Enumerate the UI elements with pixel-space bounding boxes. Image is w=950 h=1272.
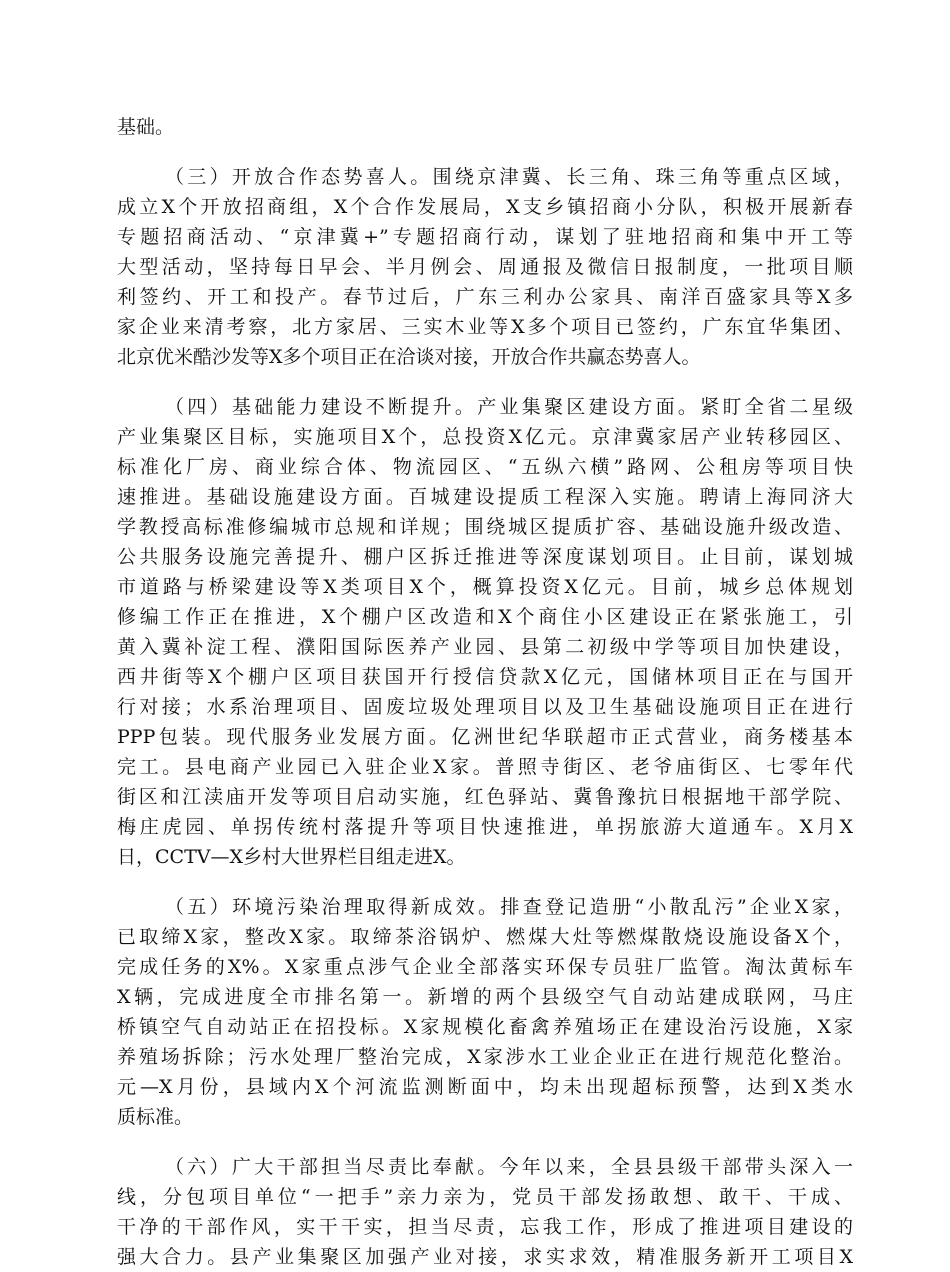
text-line: 黄入冀补淀工程、濮阳国际医养产业园、县第二初级中学等项目加快建设， [117, 636, 853, 658]
text-line: 完成任务的X%。X家重点涉气企业全部落实环保专员驻厂监管。淘汰黄标车 [117, 956, 853, 978]
text-line: 西井街等X个棚户区项目获国开行授信贷款X亿元，国储林项目正在与国开 [117, 666, 853, 688]
text-line: X辆，完成进度全市排名第一。新增的两个县级空气自动站建成联网，马庄 [117, 986, 853, 1008]
text-line: PPP包装。现代服务业发展方面。亿洲世纪华联超市正式营业，商务楼基本 [117, 726, 853, 748]
text-line: 利签约、开工和投产。春节过后，广东三利办公家具、南洋百盛家具等X多 [117, 286, 853, 308]
text-line: 速推进。基础设施建设方面。百城建设提质工程深入实施。聘请上海同济大 [117, 486, 853, 508]
paragraph-opening-cooperation [117, 162, 853, 372]
paragraph-gap [117, 372, 853, 392]
text-line: 已取缔X家，整改X家。取缔茶浴锅炉、燃煤大灶等燃煤散烧设施设备X个， [117, 926, 853, 948]
text-line: 学教授高标准修编城市总规和详规；围绕城区提质扩容、基础设施升级改造、 [117, 516, 853, 538]
text-line: 家企业来清考察，北方家居、三实木业等X多个项目已签约，广东宜华集团、 [117, 316, 853, 338]
text-line: 街区和江渎庙开发等项目启动实施，红色驿站、冀鲁豫抗日根据地干部学院、 [117, 786, 853, 808]
text-line: 公共服务设施完善提升、棚户区拆迁推进等深度谋划项目。止目前，谋划城 [117, 546, 853, 568]
text-line: 干净的干部作风，实干干实，担当尽责，忘我工作，形成了推进项目建设的 [117, 1216, 853, 1238]
text-line: 元—X月份，县域内X个河流监测断面中，均未出现超标预警，达到X类水 [117, 1076, 853, 1098]
text-line: 强大合力。县产业集聚区加强产业对接，求实求效，精准服务新开工项目X [117, 1246, 853, 1268]
paragraph-cadre-dedication [117, 1152, 853, 1272]
paragraph-gap [117, 872, 853, 892]
text-line: 养殖场拆除；污水处理厂整治完成，X家涉水工业企业正在进行规范化整治。 [117, 1046, 853, 1068]
text-line: 北京优米酷沙发等X多个项目正在洽谈对接，开放合作共赢态势喜人。 [117, 346, 701, 368]
text-line: 产业集聚区目标，实施项目X个，总投资X亿元。京津冀家居产业转移园区、 [117, 426, 853, 448]
text-line: 专题招商活动、“京津冀+”专题招商行动，谋划了驻地招商和集中开工等 [117, 226, 853, 248]
text-line: 标准化厂房、商业综合体、物流园区、“五纵六横”路网、公租房等项目快 [117, 456, 853, 478]
paragraph-continuation [117, 112, 853, 142]
text-line: 行对接；水系治理项目、固废垃圾处理项目以及卫生基础设施项目正在进行 [117, 696, 853, 718]
text-line: 市道路与桥梁建设等X类项目X个，概算投资X亿元。目前，城乡总体规划 [117, 576, 853, 598]
text-line: 成立X个开放招商组，X个合作发展局，X支乡镇招商小分队，积极开展新春 [117, 196, 853, 218]
paragraph-gap [117, 142, 853, 162]
text-line: （六）广大干部担当尽责比奉献。今年以来，全县县级干部带头深入一 [165, 1156, 853, 1178]
text-line: 基础。 [117, 116, 175, 138]
paragraph-infrastructure [117, 392, 853, 872]
text-line: （三）开放合作态势喜人。围绕京津冀、长三角、珠三角等重点区域， [165, 166, 853, 188]
text-line: 大型活动，坚持每日早会、半月例会、周通报及微信日报制度，一批项目顺 [117, 256, 853, 278]
text-line: （四）基础能力建设不断提升。产业集聚区建设方面。紧盯全省二星级 [165, 396, 853, 418]
paragraph-pollution-control [117, 892, 853, 1132]
text-line: 线，分包项目单位“一把手”亲力亲为，党员干部发扬敢想、敢干、干成、 [117, 1186, 853, 1208]
text-line: 修编工作正在推进，X个棚户区改造和X个商住小区建设正在紧张施工，引 [117, 606, 853, 628]
document-page [117, 112, 853, 1272]
text-line: 日，CCTV—X乡村大世界栏目组走进X。 [117, 846, 466, 868]
text-line: 桥镇空气自动站正在招投标。X家规模化畜禽养殖场正在建设治污设施，X家 [117, 1016, 853, 1038]
text-line: 梅庄虎园、单拐传统村落提升等项目快速推进，单拐旅游大道通车。X月X [117, 816, 853, 838]
text-line: 质标准。 [117, 1106, 194, 1128]
text-line: 完工。县电商产业园已入驻企业X家。普照寺街区、老爷庙街区、七零年代 [117, 756, 853, 778]
text-line: （五）环境污染治理取得新成效。排查登记造册“小散乱污”企业X家， [165, 896, 853, 918]
paragraph-gap [117, 1132, 853, 1152]
